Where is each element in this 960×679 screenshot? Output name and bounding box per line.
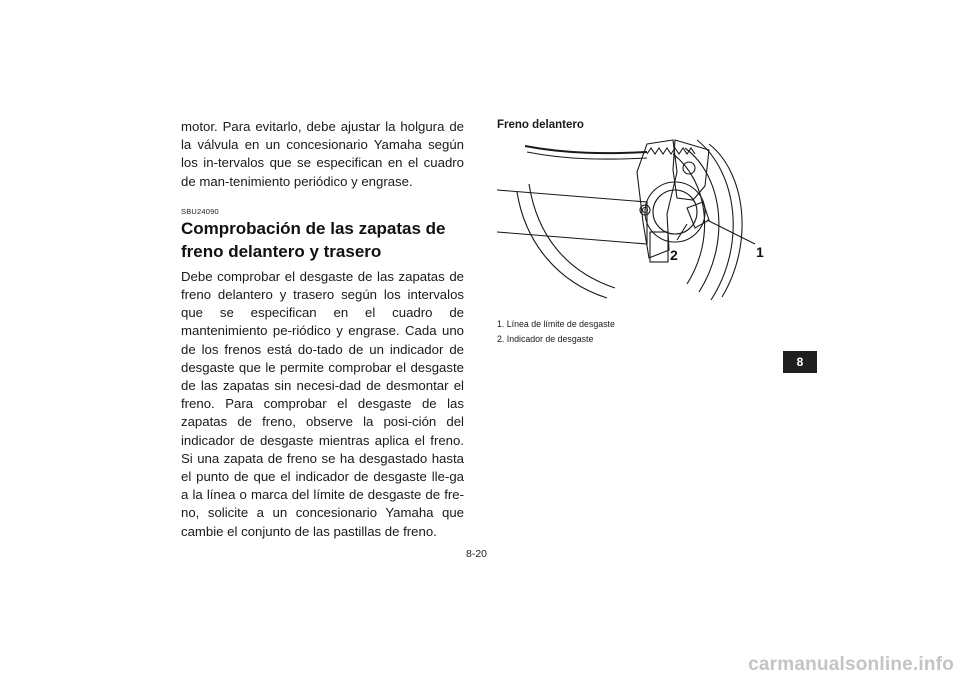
watermark: carmanualsonline.info [748,654,954,675]
front-brake-drawing [497,132,767,304]
section-heading: Comprobación de las zapatas de freno delantero y trasero [181,218,446,261]
page-number: 8-20 [466,548,488,560]
figure-title: Freno delantero [497,119,584,131]
callout-2: 2 [670,247,678,263]
figure-captions [497,317,777,346]
caption-item: 1. Línea de límite de desgaste [497,319,615,329]
caption-item: 2. Indicador de desgaste [497,333,594,344]
section-code: SBU24090 [181,206,219,216]
chapter-tab: 8 [783,351,817,373]
left-column [181,118,464,541]
intro-paragraph: motor. Para evitarlo, debe ajustar la holgura de la válvula en un concesionario Yamaha según los in-tervalos que se especifican en el cuadro de man-tenimiento periódico y engrase. [181,119,464,189]
figure-header [497,118,777,132]
brake-illustration [497,132,767,304]
body-paragraph: Debe comprobar el desgaste de las zapatas de freno delantero y trasero según los intervalos que se especifican en el cuadro de mantenimiento pe-riódico y engrase. Cada uno de los frenos está do-tado de un indicador de desgaste que le permite comprobar el desgaste de las zapatas sin necesi-dad de desmontar el freno. Para comprobar el desgaste de las zapatas de freno, observe la posi-ción del indicador de desgaste mientras aplica el freno. Si una zapata de freno se ha desgastado hasta el punto de que el indicador de desgaste lle-ga a la línea o marca del límite de desgaste de fre-no, solicite a un concesionario Yamaha que cambie el conjunto de las pastillas de freno. [181,268,464,539]
callout-1: 1 [756,244,764,260]
